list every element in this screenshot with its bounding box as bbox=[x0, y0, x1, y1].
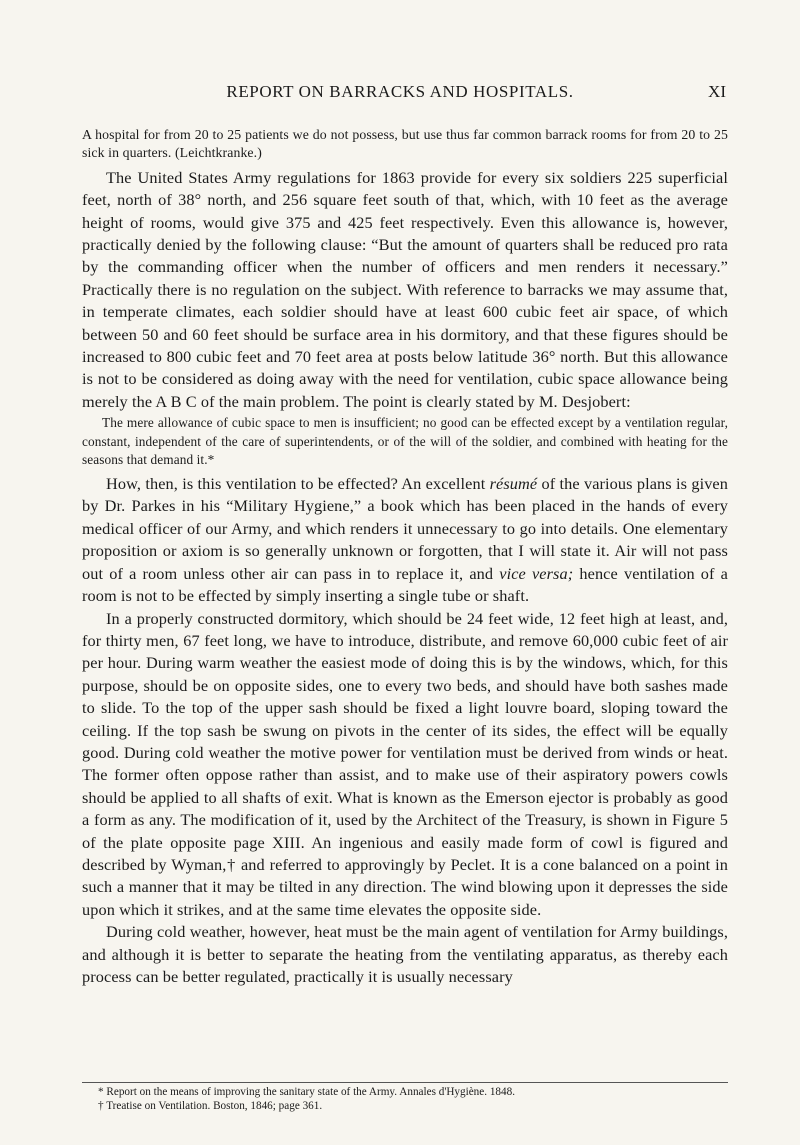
paragraph-ventilation bbox=[82, 473, 728, 607]
body-text bbox=[82, 126, 728, 988]
paragraph-hospital bbox=[82, 126, 728, 163]
running-head bbox=[0, 82, 800, 106]
footnote-report: * Report on the means of improving the sanitary state of the Army. Annales d'Hygiène. 1848. bbox=[98, 1086, 516, 1098]
running-title: REPORT ON BARRACKS AND HOSPITALS. bbox=[226, 82, 574, 101]
page-number: XI bbox=[708, 82, 726, 101]
vice-versa-term: vice versa; bbox=[499, 563, 574, 583]
footnotes bbox=[82, 1082, 728, 1113]
footnote-treatise: † Treatise on Ventilation. Boston, 1846; page 361. bbox=[98, 1100, 323, 1112]
paragraph-regulations: The United States Army regulations for 1863 provide for every six soldiers 225 superficial feet, north of 38° north, and 256 square feet south of that, which, with 10 feet as the average height of rooms, would give 375 and 425 feet respectively. Even this allowance is, however, practically denied by the following clause: “But the amount of quarters shall be reduced pro rata by the commanding officer when the number of officers and men renders it necessary.” Practically there is no regulation on the subject. With reference to barracks we may assume that, in temperate climates, each soldier should have at least 600 cubic feet air space, of which between 50 and 60 feet should be surface area in his dormitory, and that these figures should be increased to 800 cubic feet and 70 feet area at posts below latitude 36° north. But this allowance is not to be considered as doing away with the need for ventilation, cubic space allowance being merely the A B C of the main problem. The point is clearly stated by M. Desjobert: bbox=[82, 167, 728, 411]
paragraph-ventilation-b: of the various plans is given by Dr. Parkes in his “Military Hygiene,” a book which has been placed in the hands of every medical officer of our Army, and which renders it unnecessary to go into details. One elementary proposition or axiom is so generally unknown or forgotten, that I will state it. Air will not pass out of a room unless other air can pass in to replace it, and bbox=[82, 474, 729, 583]
paragraph-hospital-text: A hospital for from 20 to 25 patients we do not possess, but use thus far common barrack rooms for from 20 to 25 sick in quarters. (Leichtkranke.) bbox=[82, 127, 728, 161]
quote-desjobert: The mere allowance of cubic space to men is insufficient; no good can be effected except by a ventilation regular, constant, independent of the care of superintendents, or of the will of the soldier, and combined with heating for the seasons that demand it.* bbox=[82, 415, 728, 468]
paragraph-heating: During cold weather, however, heat must be the main agent of ventilation for Army buildings, and although it is better to separate the heating from the ventilating apparatus, as thereby each process can be better regulated, practically it is usually necessary bbox=[82, 922, 728, 986]
paragraph-ventilation-a: How, then, is this ventilation to be effected? An excellent bbox=[106, 474, 490, 494]
resume-term: résumé bbox=[489, 474, 538, 494]
paragraph-ventilation-c: hence ventilation of a room is not to be effected by simply inserting a single tube or shaft. bbox=[82, 563, 728, 606]
paragraph-dormitory: In a properly constructed dormitory, which should be 24 feet wide, 12 feet high at least, and, for thirty men, 67 feet long, we have to introduce, distribute, and remove 60,000 cubic feet of air per hour. During warm weather the easiest mode of doing this is by the windows, which, for this purpose, should be on opposite sides, one to every two beds, and should have both sashes made to slide. To the top of the upper sash should be fixed a light louvre board, sloping toward the ceiling. If the top sash be swung on pivots in the center of its sides, the effect will be equally good. During cold weather the motive power for ventilation must be derived from winds or heat. The former often oppose rather than assist, and to make use of their aspiratory powers cowls should be applied to all shafts of exit. What is known as the Emerson ejector is probably as good a form as any. The modification of it, used by the Architect of the Treasury, is shown in Figure 5 of the plate opposite page XIII. An ingenious and easily made form of cowl is figured and described by Wyman,† and referred to approvingly by Peclet. It is a cone balanced on a point in such a manner that it may be tilted in any direction. The wind blowing upon it depresses the side upon which it strikes, and at the same time elevates the opposite side. bbox=[82, 608, 728, 919]
